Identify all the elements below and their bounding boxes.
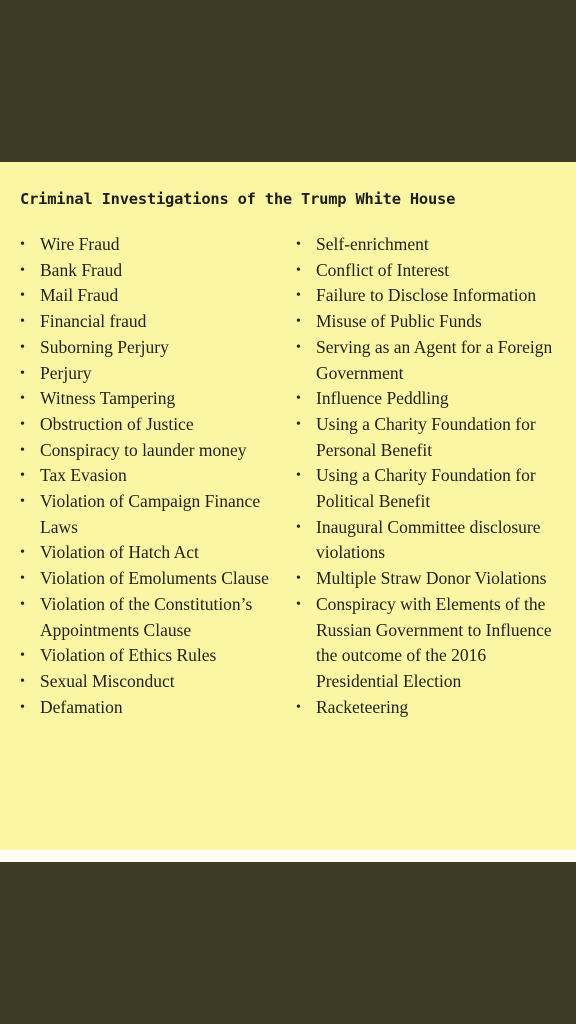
list-item: [296, 412, 566, 463]
bullet-icon: •: [296, 288, 301, 304]
bullet-icon: •: [20, 416, 25, 432]
list-item-label: Conflict of Interest: [316, 259, 450, 280]
list-item: [296, 309, 566, 335]
bottom-dark-band: [0, 862, 576, 1024]
bullet-icon: •: [20, 262, 25, 278]
list-item-label: Using a Charity Foundation for Political Benefit: [316, 465, 536, 512]
bullet-icon: •: [20, 468, 25, 484]
list-item: [20, 463, 282, 489]
right-investigation-list: [296, 232, 566, 720]
bullet-icon: •: [20, 571, 25, 587]
list-item-label: Conspiracy with Elements of the Russian Government to Influence the outcome of the 2016 Presidential Election: [316, 593, 552, 691]
list-item: [20, 592, 282, 643]
bullet-icon: •: [20, 365, 25, 381]
bullet-icon: •: [20, 314, 25, 330]
list-item: [296, 258, 566, 284]
bullet-icon: •: [20, 442, 25, 458]
list-item: [20, 438, 282, 464]
list-item: [20, 669, 282, 695]
list-item-label: Defamation: [40, 696, 123, 717]
list-item-label: Inaugural Committee disclosure violations: [316, 516, 541, 563]
bullet-icon: •: [20, 391, 25, 407]
left-investigation-list: [20, 232, 282, 720]
list-item-label: Multiple Straw Donor Violations: [316, 568, 547, 589]
list-item-label: Mail Fraud: [40, 285, 119, 306]
list-item-label: Perjury: [40, 362, 92, 383]
list-item-label: Tax Evasion: [40, 465, 127, 486]
bullet-icon: •: [296, 571, 301, 587]
list-item: [20, 412, 282, 438]
list-item: [296, 515, 566, 566]
bullet-icon: •: [296, 468, 301, 484]
list-item: [20, 361, 282, 387]
list-item-label: Violation of Campaign Finance Laws: [40, 491, 261, 537]
bullet-icon: •: [296, 519, 301, 535]
bullet-icon: •: [20, 494, 25, 510]
list-item: [296, 566, 566, 592]
list-item-label: Misuse of Public Funds: [316, 311, 482, 332]
list-item-label: Violation of the Constitution’s Appointments Clause: [40, 593, 253, 640]
list-item: [20, 258, 282, 284]
list-item: [296, 335, 566, 386]
list-item: [20, 540, 282, 566]
list-item: [296, 463, 566, 514]
list-item: [20, 309, 282, 335]
list-item-label: Witness Tampering: [40, 388, 176, 409]
list-item-label: Financial fraud: [40, 311, 147, 332]
bullet-icon: •: [20, 648, 25, 664]
list-item-label: Conspiracy to launder money: [40, 439, 247, 460]
list-item: [20, 489, 282, 540]
bullet-icon: •: [296, 262, 301, 278]
document-title: Criminal Investigations of the Trump White House: [20, 190, 456, 208]
list-item: [20, 643, 282, 669]
list-item-label: Sexual Misconduct: [40, 670, 175, 691]
list-item-label: Using a Charity Foundation for Personal Benefit: [316, 413, 536, 460]
bullet-icon: •: [296, 416, 301, 432]
list-item: [296, 695, 566, 721]
bullet-icon: •: [20, 339, 25, 355]
bullet-icon: •: [20, 699, 25, 715]
list-item: [20, 695, 282, 721]
list-item: [296, 592, 566, 695]
list-item: [20, 232, 282, 258]
list-item-label: Self-enrichment: [316, 234, 429, 254]
bullet-icon: •: [296, 237, 301, 252]
list-item: [296, 283, 566, 309]
list-item-label: Racketeering: [316, 696, 409, 717]
list-item-label: Obstruction of Justice: [40, 413, 194, 434]
bullet-icon: •: [296, 314, 301, 330]
list-item-label: Suborning Perjury: [40, 336, 169, 357]
bullet-icon: •: [20, 545, 25, 561]
list-item-label: Influence Peddling: [316, 388, 449, 409]
bullet-icon: •: [296, 339, 301, 355]
bullet-icon: •: [296, 596, 301, 612]
list-item: [20, 566, 282, 592]
list-item: [296, 232, 566, 258]
bullet-icon: •: [296, 699, 301, 715]
list-item: [296, 386, 566, 412]
bullet-icon: •: [296, 391, 301, 407]
list-item-label: Serving as an Agent for a Foreign Government: [316, 336, 553, 383]
list-item-label: Violation of Hatch Act: [40, 542, 199, 563]
list-item: [20, 335, 282, 361]
bullet-icon: •: [20, 596, 25, 612]
bullet-icon: •: [20, 237, 25, 252]
list-item-label: Bank Fraud: [40, 259, 123, 280]
list-item-label: Violation of Emoluments Clause: [40, 568, 269, 589]
list-item: [20, 386, 282, 412]
bullet-icon: •: [20, 288, 25, 304]
card-bottom-edge: [0, 850, 576, 862]
list-item-label: Wire Fraud: [40, 234, 120, 254]
top-dark-band: [0, 0, 576, 162]
bullet-icon: •: [20, 673, 25, 689]
list-item-label: Violation of Ethics Rules: [40, 645, 217, 666]
list-item: [20, 283, 282, 309]
list-item-label: Failure to Disclose Information: [316, 285, 537, 306]
